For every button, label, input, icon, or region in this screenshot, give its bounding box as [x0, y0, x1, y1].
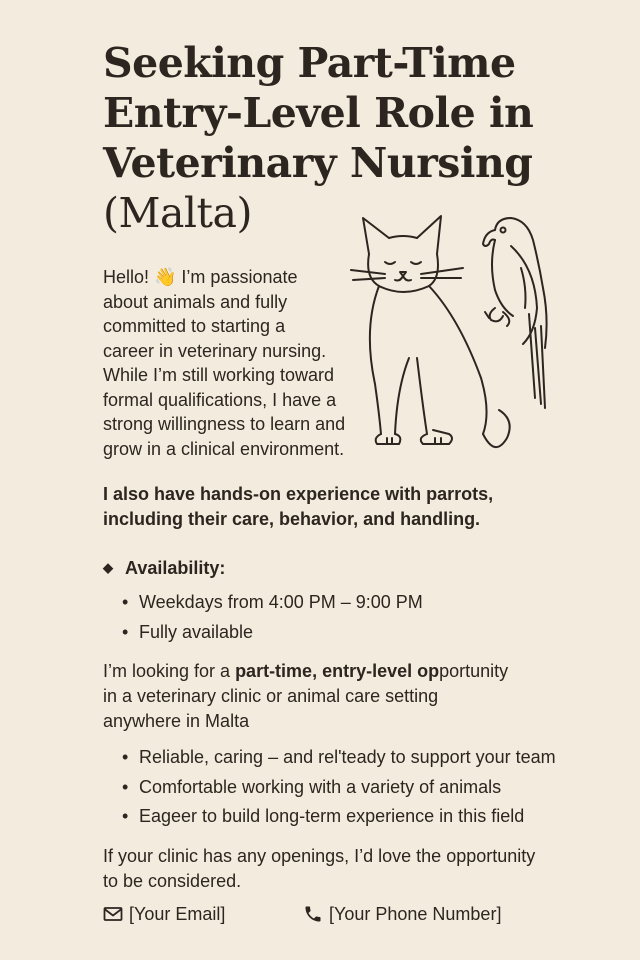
intro-line: about animals and fully	[103, 291, 288, 312]
list-item: • Reliable, caring – and rel'teady to support your team	[122, 743, 602, 773]
list-item: • Comfortable working with a variety of animals	[122, 773, 602, 803]
seeking-line-2: in a veterinary clinic or animal care setting	[103, 686, 439, 706]
intro-line: While I’m still working toward	[103, 365, 335, 385]
availability-list	[122, 588, 602, 647]
intro-line: career in veterinary nursing.	[103, 340, 327, 361]
envelope-icon	[103, 906, 123, 922]
phone-contact[interactable]	[303, 902, 501, 926]
seeking-prefix: I’m looking for a	[103, 661, 236, 681]
seeking-line-3: anywhere in Malta	[103, 711, 250, 731]
title-line-2: Entry-Level Role in	[103, 89, 534, 137]
seeking-paragraph	[103, 659, 583, 734]
parrot-experience	[103, 482, 563, 532]
list-item: • Fully available	[122, 618, 602, 648]
email-contact[interactable]	[103, 902, 225, 926]
intro-line: strong willingness to learn and	[103, 414, 346, 434]
list-item: • Eageer to build long-term experience in this field	[122, 802, 602, 832]
parrot-experience-line: including their care, behavior, and handling.	[103, 509, 481, 529]
cat-and-parrot-illustration	[345, 208, 555, 468]
intro-line: formal qualifications, I have a	[103, 389, 337, 410]
parrot-icon	[483, 218, 547, 408]
seeking-emphasis: part-time, entry-level op	[235, 661, 440, 681]
phone-icon	[303, 904, 323, 924]
phone-placeholder: [Your Phone Number]	[329, 904, 502, 924]
list-item: • Weekdays from 4:00 PM – 9:00 PM	[122, 588, 602, 618]
closing-paragraph	[103, 844, 583, 894]
availability-heading	[103, 556, 225, 580]
closing-line: to be considered.	[103, 871, 242, 891]
diamond-bullet-icon: ◆	[103, 560, 113, 575]
email-placeholder: [Your Email]	[129, 904, 226, 924]
title-location: (Malta)	[103, 189, 252, 237]
intro-line: grow in a clinical environment.	[103, 438, 345, 459]
intro-line: committed to starting a	[103, 316, 286, 336]
availability-heading-label: Availability:	[125, 558, 226, 578]
seeking-line-1	[103, 659, 583, 684]
intro-paragraph	[103, 265, 373, 461]
title-line-3: Veterinary Nursing	[103, 139, 533, 187]
title-line-1: Seeking Part-Time	[103, 39, 516, 87]
intro-line: Hello! 👋 I’m passionate	[103, 267, 298, 287]
closing-line: If your clinic has any openings, I’d love the opportunity	[103, 846, 536, 866]
qualities-list	[122, 743, 602, 832]
parrot-experience-line: I also have hands-on experience with parrots,	[103, 484, 494, 504]
cat-icon	[351, 216, 510, 447]
seeking-suffix: portunity	[439, 661, 509, 681]
